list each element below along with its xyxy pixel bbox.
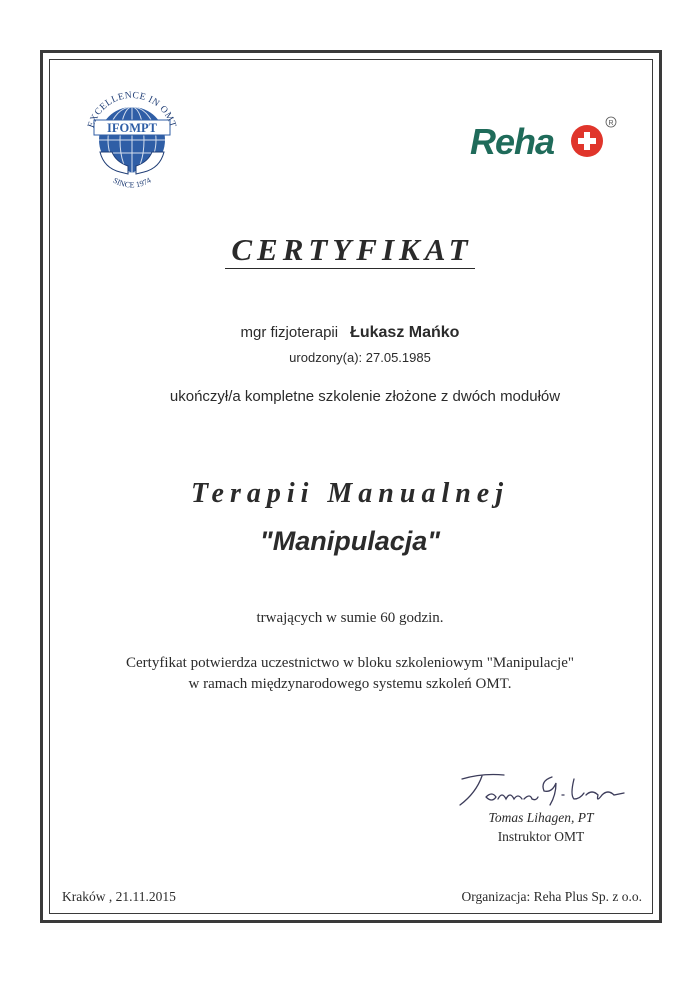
svg-text:IFOMPT: IFOMPT xyxy=(107,121,157,135)
place-and-date: Kraków , 21.11.2015 xyxy=(62,889,176,904)
organizer: Organizacja: Reha Plus Sp. z o.o. xyxy=(461,889,642,904)
ifompt-logo xyxy=(78,82,186,197)
course-name: Terapii Manualnej xyxy=(190,478,509,509)
svg-text:EXCELLENCE IN OMT: EXCELLENCE IN OMT xyxy=(86,90,178,130)
reha-plus-logo xyxy=(470,112,622,162)
certificate-title-text: CERTYFIKAT xyxy=(225,232,474,269)
signer-block xyxy=(476,808,606,846)
signer-name: Tomas Lihagen, PT xyxy=(488,810,594,825)
recipient-prefix: mgr fizjoterapii xyxy=(240,324,339,341)
confirmation-text xyxy=(0,653,700,695)
svg-text:Reha: Reha xyxy=(470,121,555,162)
svg-text:SINCE 1974: SINCE 1974 xyxy=(111,175,153,190)
birth-date: urodzony(a): 27.05.1985 xyxy=(289,350,431,365)
svg-text:R: R xyxy=(608,120,614,127)
confirmation-line-1: Certyfikat potwierdza uczestnictwo w bloku szkoleniowym "Manipulacje" xyxy=(126,655,574,671)
course-duration: trwających w sumie 60 godzin. xyxy=(256,610,444,626)
signer-role: Instruktor OMT xyxy=(497,829,585,844)
completion-statement: ukończył/a kompletne szkolenie złożone z dwóch modułów xyxy=(169,388,561,405)
recipient-name: Łukasz Mańko xyxy=(350,324,460,341)
certificate-title xyxy=(0,232,700,268)
course-subtitle: "Manipulacja" xyxy=(259,526,441,556)
recipient-line xyxy=(0,324,700,342)
confirmation-line-2: w ramach międzynarodowego systemu szkoleń OMT. xyxy=(188,676,512,692)
